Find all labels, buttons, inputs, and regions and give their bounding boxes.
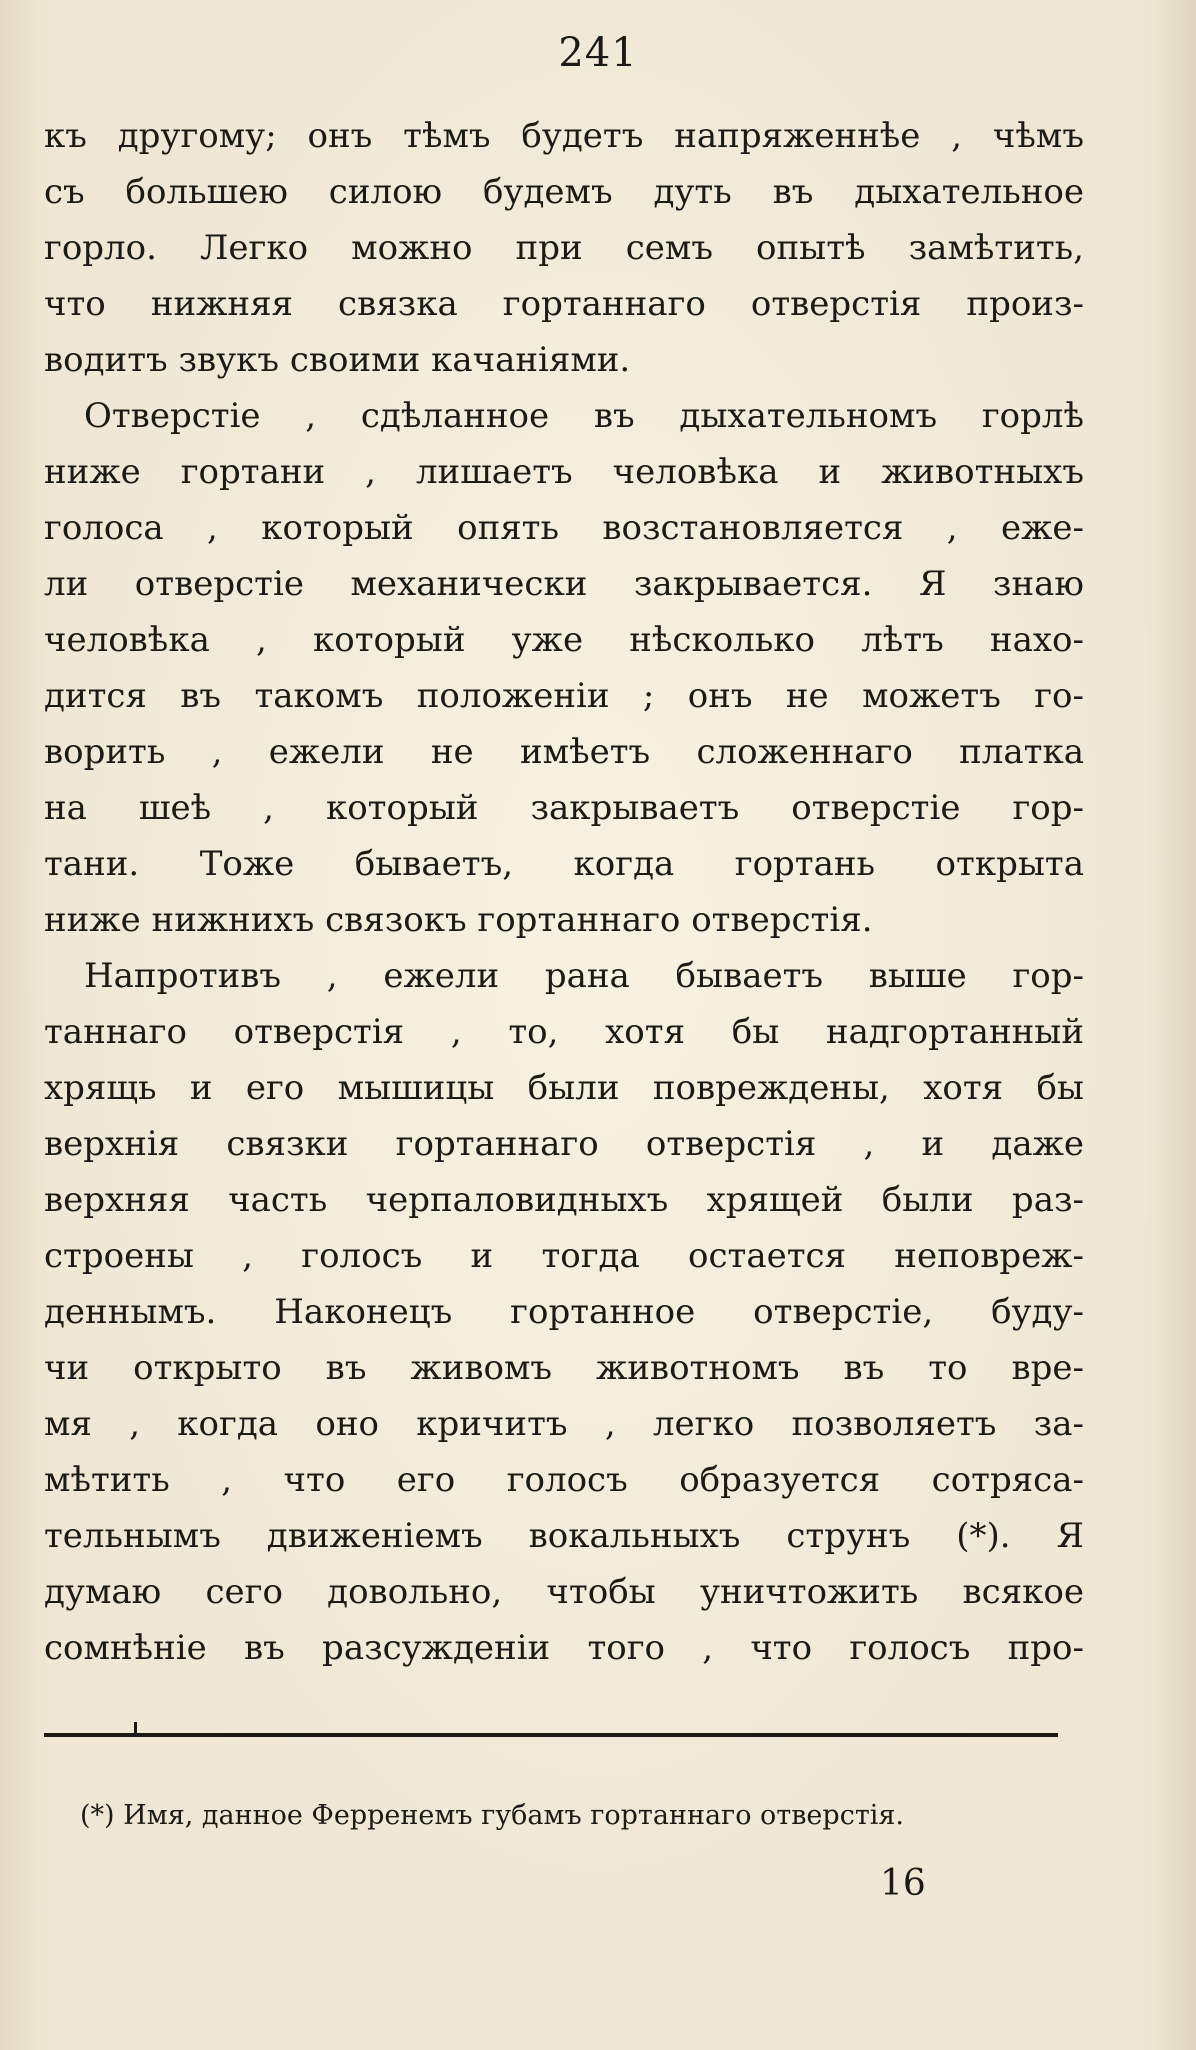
- text-line: мя , когда оно кричитъ , легко позволяетъ за-: [44, 1404, 1084, 1444]
- text-line: таннаго отверстія , то, хотя бы надгортанный: [44, 1012, 1084, 1052]
- text-line: ниже нижнихъ связокъ гортаннаго отверстія.: [44, 900, 873, 940]
- signature-mark: 16: [880, 1863, 926, 1904]
- text-line: сомнѣніе въ разсужденіи того , что голосъ про-: [44, 1628, 1084, 1668]
- text-line: чи открыто въ живомъ животномъ въ то вре-: [44, 1348, 1084, 1388]
- text-line: горло. Легко можно при семъ опытѣ замѣтить,: [44, 228, 1084, 268]
- text-line: къ другому; онъ тѣмъ будетъ напряженнѣе , чѣмъ: [44, 116, 1084, 156]
- footnote-rule: [44, 1733, 1058, 1737]
- text-line: на шеѣ , который закрываетъ отверстіе гор-: [44, 788, 1084, 828]
- text-line: мѣтить , что его голосъ образуется сотряса-: [44, 1460, 1084, 1500]
- text-line: думаю сего довольно, чтобы уничтожить всякое: [44, 1572, 1084, 1612]
- text-line: съ большею силою будемъ дуть въ дыхательное: [44, 172, 1084, 212]
- text-line: ли отверстіе механически закрывается. Я знаю: [44, 564, 1084, 604]
- text-line: верхняя часть черпаловидныхъ хрящей были раз-: [44, 1180, 1084, 1220]
- page-number: 241: [558, 30, 638, 76]
- text-line: деннымъ. Наконецъ гортанное отверстіе, буду-: [44, 1292, 1084, 1332]
- text-line: тельнымъ движеніемъ вокальныхъ струнъ (*). Я: [44, 1516, 1084, 1556]
- text-line: верхнія связки гортаннаго отверстія , и даже: [44, 1124, 1084, 1164]
- text-line: ниже гортани , лишаетъ человѣка и животныхъ: [44, 452, 1084, 492]
- text-line: голоса , который опять возстановляется , еже-: [44, 508, 1084, 548]
- footnote: (*) Имя, данное Ферренемъ губамъ гортаннаго отверстія.: [80, 1800, 905, 1831]
- body-text: [44, 108, 1084, 1676]
- text-line: тани. Тоже бываетъ, когда гортань открыта: [44, 844, 1084, 884]
- paragraph-start-line: Отверстіе , сдѣланное въ дыхательномъ горлѣ: [84, 396, 1084, 436]
- text-line: строены , голосъ и тогда остается неповреж-: [44, 1236, 1084, 1276]
- paragraph-start-line: Напротивъ , ежели рана бываетъ выше гор-: [84, 956, 1084, 996]
- text-line: хрящь и его мышицы были повреждены, хотя бы: [44, 1068, 1084, 1108]
- text-line: что нижняя связка гортаннаго отверстія произ-: [44, 284, 1084, 324]
- text-line: дится въ такомъ положеніи ; онъ не можетъ го-: [44, 676, 1084, 716]
- text-line: ворить , ежели не имѣетъ сложеннаго платка: [44, 732, 1084, 772]
- text-line: водитъ звукъ своими качаніями.: [44, 340, 631, 380]
- text-line: человѣка , который уже нѣсколько лѣтъ нахо-: [44, 620, 1084, 660]
